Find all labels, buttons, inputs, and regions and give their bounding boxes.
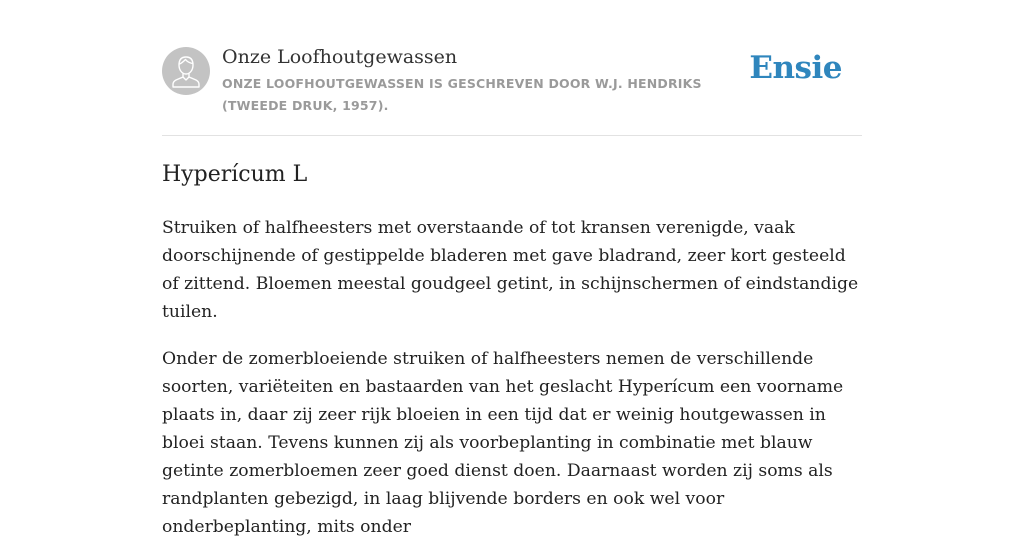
user-placeholder-icon xyxy=(162,47,210,95)
article xyxy=(162,158,862,560)
author-avatar[interactable] xyxy=(162,47,210,95)
header-divider xyxy=(162,135,862,136)
article-paragraph: Struiken of halfheesters met overstaande of tot kransen verenigde, vaak doorschijnende of gestippelde bladeren met gave bladrand, zeer kort gesteeld of zittend. Bloemen meestal goudgeel getint, in schijnschermen of eindstandige tuilen. xyxy=(162,218,859,322)
source-header xyxy=(162,46,862,116)
source-title[interactable]: Onze Loofhoutgewassen xyxy=(222,46,458,68)
article-title: Hyperícum L xyxy=(162,162,308,187)
article-paragraph: Onder de zomerbloeiende struiken of halfheesters nemen de verschillende soorten, variëteiten en bastaarden van het geslacht Hyperícum een voorname plaats in, daar zij zeer rijk bloeien in een tijd dat er weinig houtgewassen in bloei staan. Tevens kunnen zij als voorbeplanting in combinatie met blauw getinte zomerbloemen zeer goed dienst doen. Daarnaast worden zij soms als randplanten gebezigd, in laag blijvende borders en ook wel voor onderbeplanting, mits onder xyxy=(162,349,844,537)
brand-logo[interactable]: Ensie xyxy=(749,50,842,86)
source-description: ONZE LOOFHOUTGEWASSEN IS GESCHREVEN DOOR W.J. HENDRIKS (TWEEDE DRUK, 1957). xyxy=(222,76,702,113)
